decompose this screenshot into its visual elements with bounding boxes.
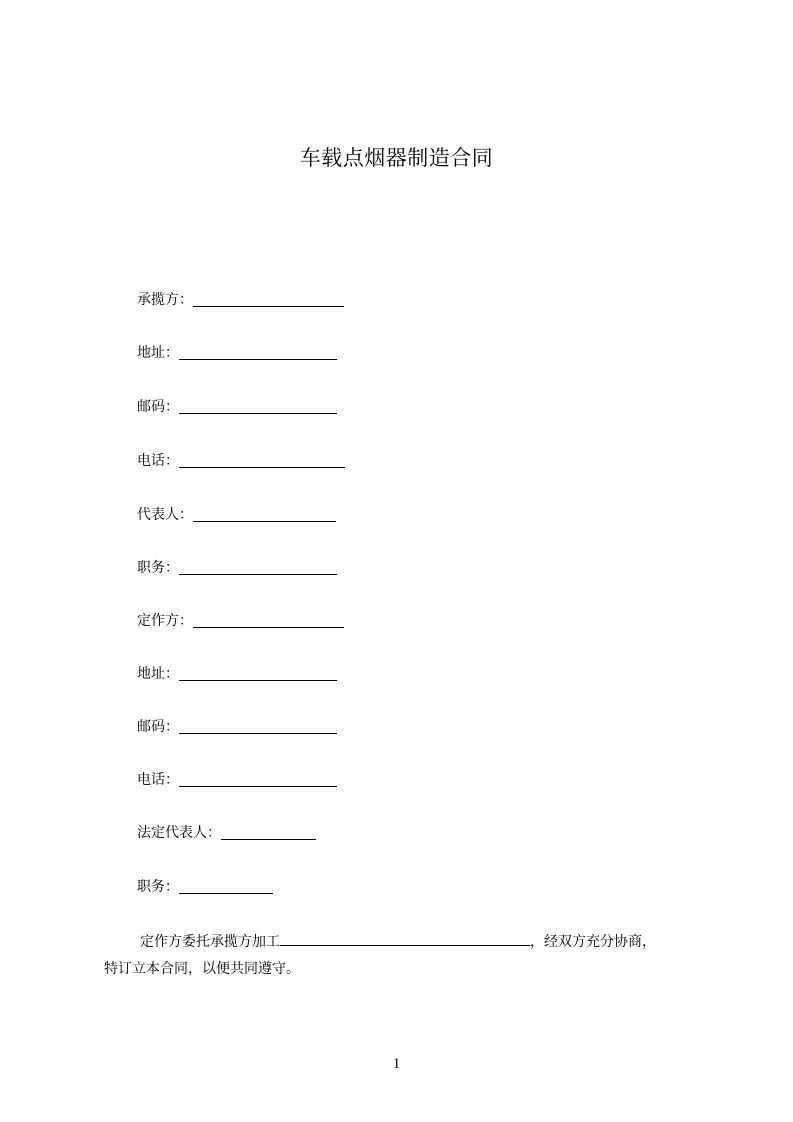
client-party-label: 定作方： xyxy=(137,613,193,629)
client-legal-rep-blank[interactable] xyxy=(221,825,316,840)
contractor-party-label: 承揽方： xyxy=(137,292,193,308)
contractor-address-label: 地址： xyxy=(137,345,179,361)
contractor-phone-field xyxy=(137,451,345,471)
body-line1-prefix: 定作方委托承揽方加工 xyxy=(140,934,280,950)
client-party-blank[interactable] xyxy=(193,613,344,628)
contractor-postcode-blank[interactable] xyxy=(179,399,337,414)
client-legal-rep-label: 法定代表人： xyxy=(137,825,221,841)
client-postcode-label: 邮码： xyxy=(137,719,179,735)
body-paragraph-line2: 特订立本合同，以便共同遵守。 xyxy=(104,961,300,977)
product-name-blank[interactable] xyxy=(280,931,530,946)
body-line1-suffix: ，经双方充分协商， xyxy=(530,934,656,950)
contractor-position-blank[interactable] xyxy=(179,560,337,575)
client-party-field xyxy=(137,611,344,631)
client-legal-rep-field xyxy=(137,823,316,843)
contractor-party-blank[interactable] xyxy=(193,292,344,307)
contractor-address-blank[interactable] xyxy=(179,345,337,360)
client-phone-field xyxy=(137,770,337,790)
client-phone-label: 电话： xyxy=(137,772,179,788)
contractor-postcode-label: 邮码： xyxy=(137,399,179,415)
client-address-label: 地址： xyxy=(137,666,179,682)
contractor-position-field xyxy=(137,558,337,578)
client-position-field xyxy=(137,877,273,897)
client-phone-blank[interactable] xyxy=(179,772,337,787)
contractor-representative-label: 代表人： xyxy=(137,507,193,523)
contractor-phone-label: 电话： xyxy=(137,453,179,469)
contractor-party-field xyxy=(137,290,344,310)
page-number: 1 xyxy=(392,1056,401,1072)
client-postcode-field xyxy=(137,717,337,737)
body-paragraph-line1 xyxy=(140,931,656,952)
client-address-field xyxy=(137,664,337,684)
client-position-blank[interactable] xyxy=(179,879,273,894)
contractor-position-label: 职务： xyxy=(137,560,179,576)
client-position-label: 职务： xyxy=(137,879,179,895)
contractor-representative-blank[interactable] xyxy=(193,507,336,522)
contractor-phone-blank[interactable] xyxy=(179,453,345,468)
contractor-address-field xyxy=(137,343,337,363)
client-address-blank[interactable] xyxy=(179,666,337,681)
document-title: 车载点烟器制造合同 xyxy=(299,146,494,170)
contractor-postcode-field xyxy=(137,397,337,417)
contractor-representative-field xyxy=(137,505,336,525)
client-postcode-blank[interactable] xyxy=(179,719,337,734)
